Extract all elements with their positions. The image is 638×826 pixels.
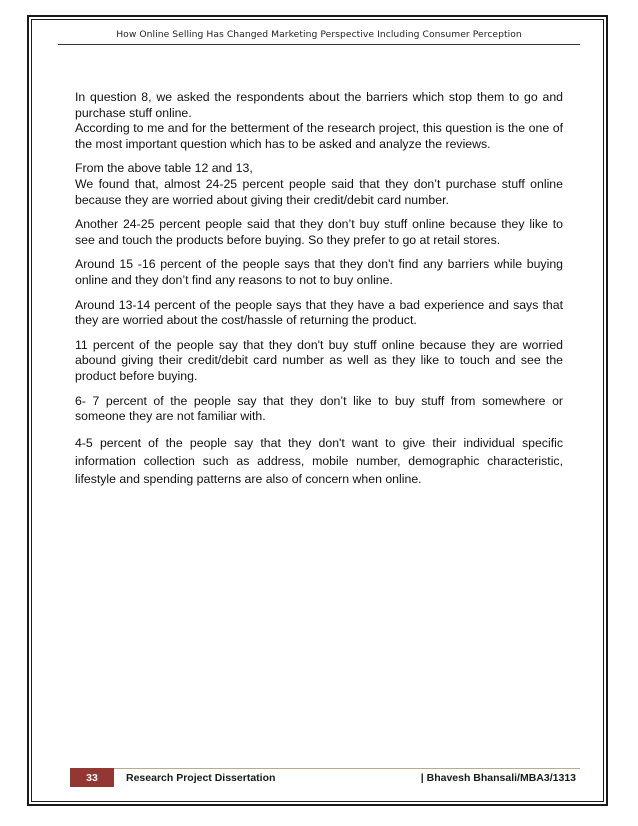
paragraph-touch-products: Another 24-25 percent people said that they don’t buy stuff online because they like to see and touch the products before buying. So they prefer to go at retail stores. [75, 217, 563, 247]
body-text [75, 90, 563, 497]
page-footer [70, 768, 580, 787]
paragraph-intro: In question 8, we asked the respondents about the barriers which stop them to go and purchase stuff online. [75, 90, 563, 120]
paragraph-no-barriers: Around 15 -16 percent of the people says that they don't find any barriers while buying online and they don’t find any reasons to not to buy online. [75, 257, 563, 287]
paragraph-table-ref: From the above table 12 and 13, [75, 161, 253, 176]
paragraph-privacy: 4-5 percent of the people say that they don't want to give their individual specific information collection such as address, mobile number, demographic characteristic, lifestyle and spending patterns are also of concern when online. [75, 435, 563, 486]
header-rule [58, 44, 580, 45]
paragraph-importance: According to me and for the betterment of the research project, this question is the one of the most important question which has to be asked and analyze the reviews. [75, 121, 563, 151]
footer-title: Research Project Dissertation [126, 771, 276, 784]
paragraph-card-worry: We found that, almost 24-25 percent people said that they don’t purchase stuff online because they are worried about giving their credit/debit card number. [75, 176, 563, 207]
paragraph-card-and-touch: 11 percent of the people say that they don't buy stuff online because they are worried abound giving their credit/debit card number as well as they like to touch and see the product before buying. [75, 337, 563, 383]
running-header: How Online Selling Has Changed Marketing Perspective Including Consumer Perception [116, 29, 522, 40]
footer-author: | Bhavesh Bhansali/MBA3/1313 [420, 771, 576, 784]
paragraph-unfamiliar: 6- 7 percent of the people say that they don’t like to buy stuff from somewhere or someone they are not familiar with. [75, 393, 563, 424]
page-number: 33 [70, 768, 114, 787]
paragraph-bad-experience: Around 13-14 percent of the people says that they have a bad experience and says that they are worried about the cost/hassle of returning the product. [75, 297, 563, 328]
